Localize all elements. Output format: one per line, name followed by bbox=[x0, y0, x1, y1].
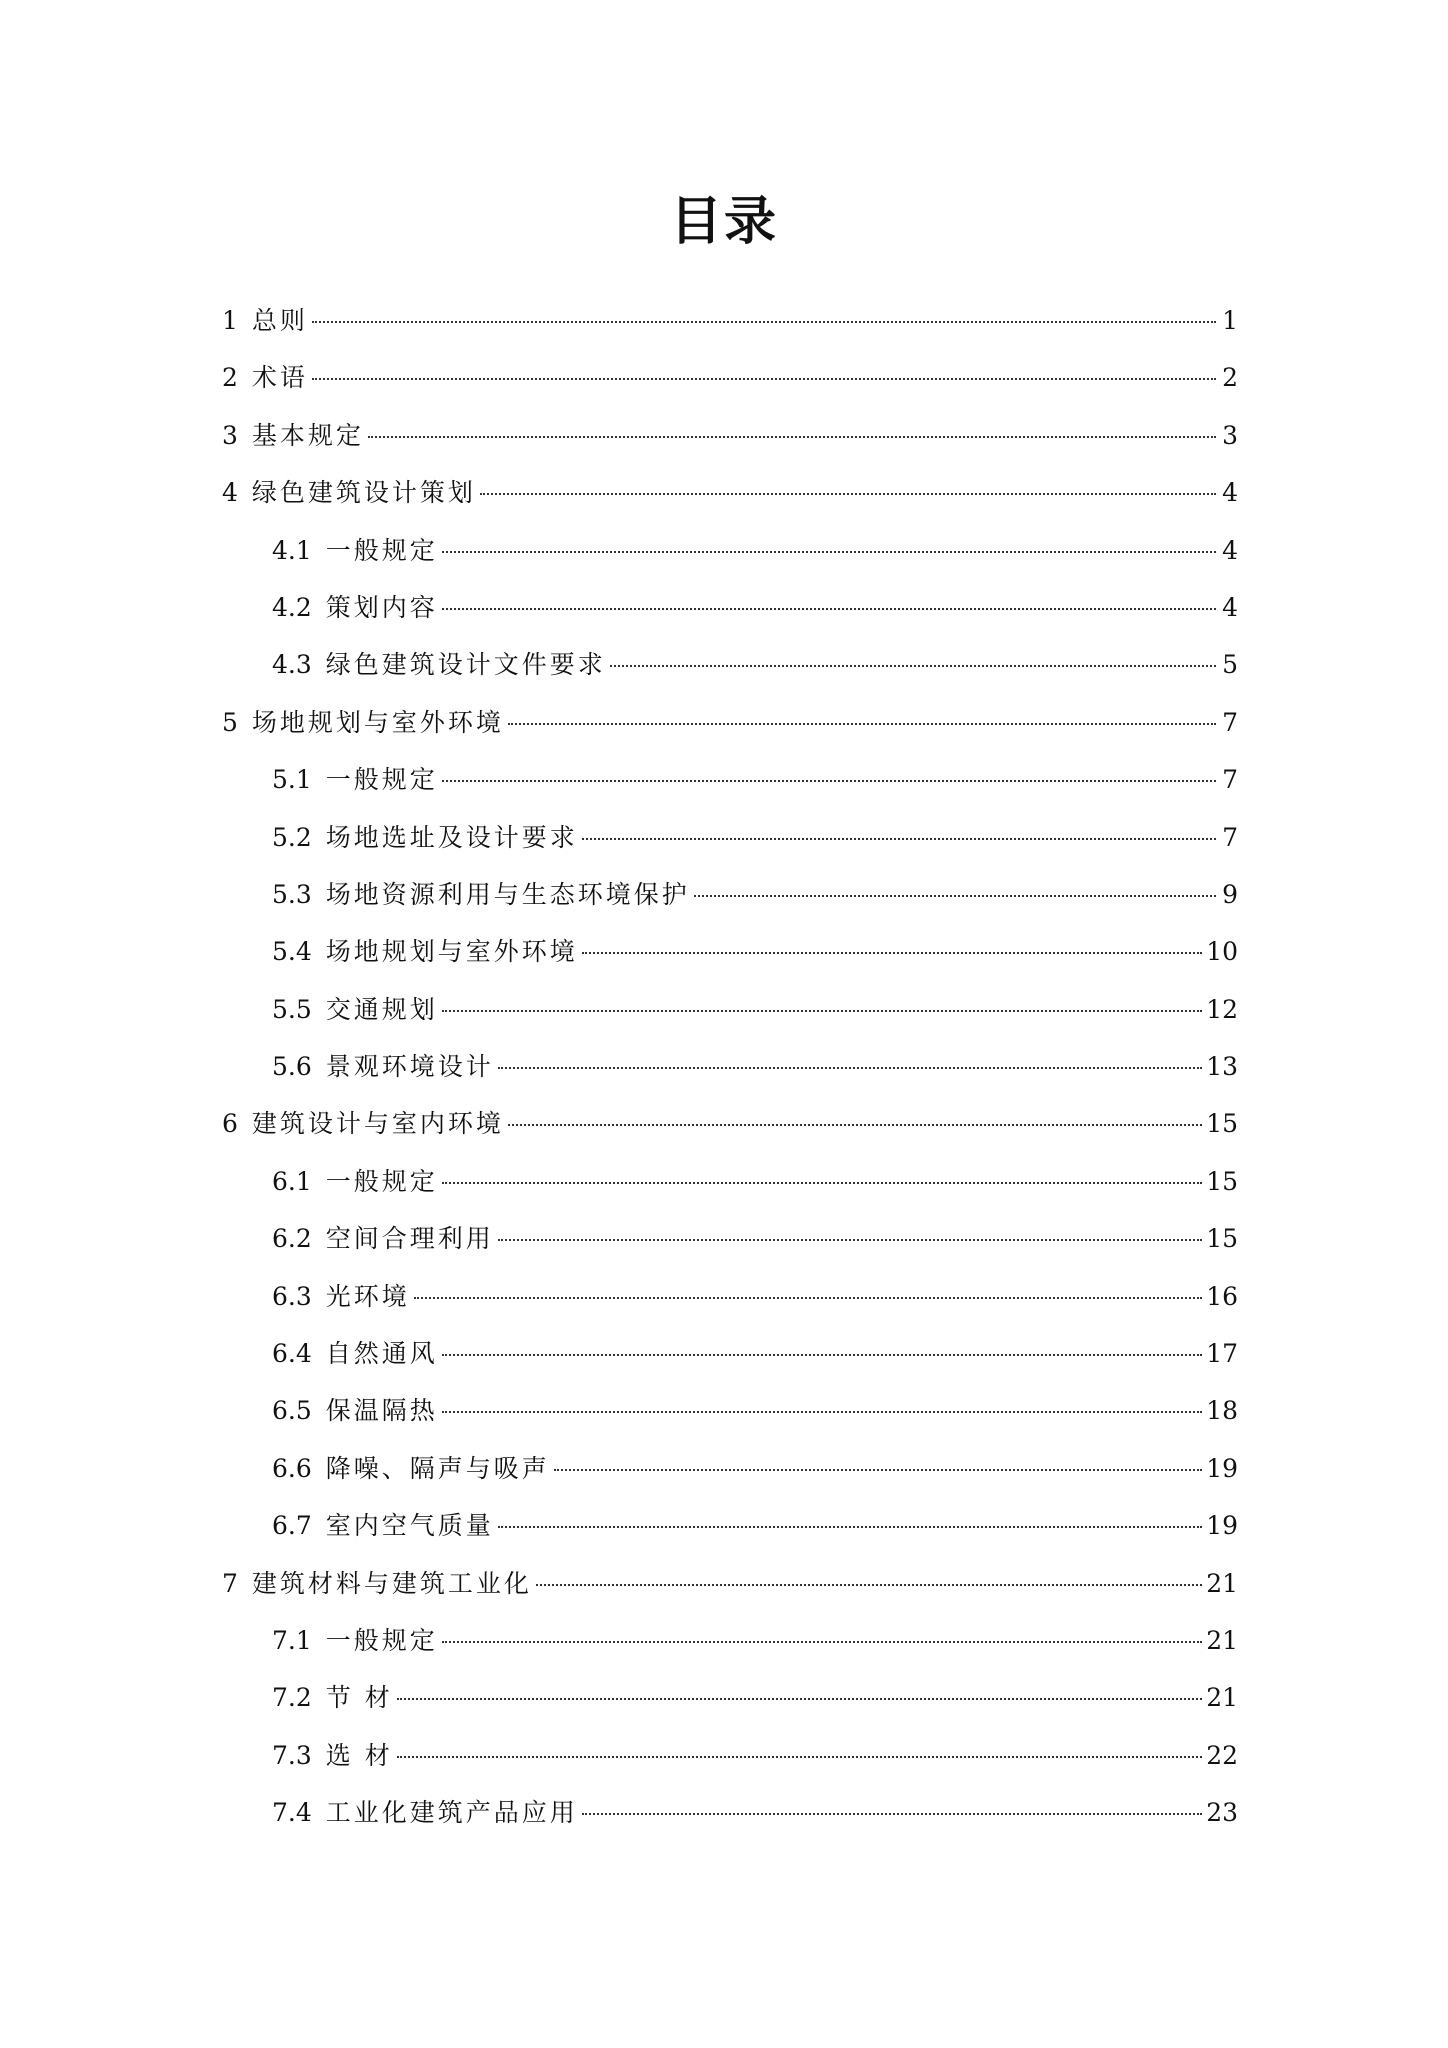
toc-dot-leader bbox=[498, 1239, 1202, 1241]
toc-entry-number: 5.2 bbox=[272, 822, 312, 852]
toc-entry-number: 4.1 bbox=[272, 535, 312, 565]
toc-dot-leader bbox=[368, 436, 1216, 438]
toc-entry-number: 7.3 bbox=[272, 1740, 312, 1770]
toc-entry-label: 策划内容 bbox=[325, 592, 438, 622]
toc-entry[interactable] bbox=[222, 1210, 1238, 1267]
toc-entry-label: 总则 bbox=[251, 306, 308, 335]
page-title: 目录 bbox=[669, 192, 778, 252]
toc-entry[interactable] bbox=[222, 751, 1238, 808]
toc-entry-number: 2 bbox=[222, 363, 238, 393]
toc-entry-page-number: 7 bbox=[1222, 707, 1238, 737]
toc-dot-leader bbox=[582, 952, 1202, 954]
toc-entry-number: 6.2 bbox=[272, 1224, 312, 1254]
toc-entry-label: 场地资源利用与生态环境保护 bbox=[325, 879, 690, 909]
toc-entry-page-number: 4 bbox=[1222, 592, 1238, 622]
toc-entry[interactable] bbox=[222, 292, 1238, 349]
toc-entry-label: 保温隔热 bbox=[325, 1396, 438, 1426]
toc-entry-page-number: 13 bbox=[1206, 1052, 1238, 1082]
toc-entry-number: 6 bbox=[222, 1109, 238, 1139]
toc-entry-label: 一般规定 bbox=[325, 1166, 438, 1196]
toc-entry-label: 建筑设计与室内环境 bbox=[251, 1109, 504, 1139]
toc-dot-leader bbox=[414, 1297, 1202, 1299]
toc-entry-label: 一般规定 bbox=[325, 535, 438, 565]
toc-entry[interactable] bbox=[222, 1555, 1238, 1612]
toc-entry-page-number: 19 bbox=[1206, 1511, 1238, 1541]
toc-entry-page-number: 7 bbox=[1222, 822, 1238, 852]
toc-entry-label: 节 材 bbox=[325, 1683, 393, 1713]
toc-dot-leader bbox=[442, 608, 1216, 610]
toc-entry-page-number: 23 bbox=[1206, 1798, 1238, 1828]
toc-entry-number: 6.3 bbox=[272, 1281, 312, 1311]
toc-entry-page-number: 7 bbox=[1222, 765, 1238, 795]
toc-dot-leader bbox=[508, 1124, 1202, 1126]
toc-dot-leader bbox=[480, 493, 1216, 495]
toc-dot-leader bbox=[442, 780, 1216, 782]
toc-entry-page-number: 21 bbox=[1206, 1625, 1238, 1655]
toc-dot-leader bbox=[442, 1411, 1202, 1413]
toc-entry[interactable] bbox=[222, 579, 1238, 636]
toc-dot-leader bbox=[442, 1354, 1202, 1356]
toc-entry-number: 7.2 bbox=[272, 1683, 312, 1713]
toc-entry[interactable] bbox=[222, 636, 1238, 693]
toc-dot-leader bbox=[442, 1641, 1202, 1643]
toc-entry-number: 5 bbox=[222, 707, 238, 737]
toc-entry-page-number: 15 bbox=[1206, 1224, 1238, 1254]
toc-entry-number: 5.5 bbox=[272, 994, 312, 1024]
toc-entry-number: 4.2 bbox=[272, 592, 312, 622]
toc-entry-label: 术语 bbox=[251, 363, 308, 393]
toc-entry-page-number: 16 bbox=[1206, 1281, 1238, 1311]
toc-entry-page-number: 15 bbox=[1206, 1166, 1238, 1196]
toc-entry-page-number: 21 bbox=[1206, 1683, 1238, 1713]
toc-entry-label: 降噪、隔声与吸声 bbox=[325, 1453, 550, 1483]
toc-entry[interactable] bbox=[222, 1038, 1238, 1095]
toc-entry[interactable] bbox=[222, 866, 1238, 923]
toc-entry-number: 5.6 bbox=[272, 1052, 312, 1082]
toc-entry-number: 5.1 bbox=[272, 765, 312, 795]
toc-entry[interactable] bbox=[222, 1382, 1238, 1439]
toc-entry-number: 6.7 bbox=[272, 1511, 312, 1541]
toc-entry-number: 4.3 bbox=[272, 650, 312, 680]
toc-entry-label: 场地规划与室外环境 bbox=[251, 707, 504, 737]
toc-entry[interactable] bbox=[222, 923, 1238, 980]
toc-dot-leader bbox=[554, 1469, 1202, 1471]
toc-entry-number: 4 bbox=[222, 478, 238, 508]
toc-dot-leader bbox=[442, 551, 1216, 553]
toc-entry-page-number: 2 bbox=[1222, 363, 1238, 393]
toc-entry-page-number: 17 bbox=[1206, 1339, 1238, 1369]
toc-dot-leader bbox=[442, 1182, 1202, 1184]
toc-dot-leader bbox=[442, 1010, 1202, 1012]
toc-entry-page-number: 4 bbox=[1222, 478, 1238, 508]
toc-dot-leader bbox=[498, 1067, 1202, 1069]
toc-entry-page-number: 10 bbox=[1206, 937, 1238, 967]
toc-entry[interactable] bbox=[222, 1669, 1238, 1726]
toc-entry-label: 自然通风 bbox=[325, 1339, 438, 1369]
toc-entry-number: 5.3 bbox=[272, 879, 312, 909]
toc-entry-label: 建筑材料与建筑工业化 bbox=[251, 1568, 532, 1598]
toc-dot-leader bbox=[508, 723, 1216, 725]
toc-entry-label: 基本规定 bbox=[251, 420, 364, 450]
toc-entry-page-number: 9 bbox=[1222, 879, 1238, 909]
toc-entry[interactable] bbox=[222, 1784, 1238, 1841]
toc-entry-label: 一般规定 bbox=[325, 1625, 438, 1655]
toc-entry[interactable] bbox=[222, 694, 1238, 751]
toc-entry[interactable] bbox=[222, 1268, 1238, 1325]
toc-entry-label: 场地规划与室外环境 bbox=[325, 937, 578, 967]
toc-dot-leader bbox=[312, 321, 1216, 323]
toc-entry-number: 7.4 bbox=[272, 1798, 312, 1828]
toc-entry[interactable] bbox=[222, 1612, 1238, 1669]
toc-entry-number: 6.4 bbox=[272, 1339, 312, 1369]
toc-list bbox=[222, 292, 1238, 1842]
toc-entry-page-number: 12 bbox=[1206, 994, 1238, 1024]
toc-entry[interactable] bbox=[222, 1440, 1238, 1497]
toc-entry[interactable] bbox=[222, 1325, 1238, 1382]
toc-entry-number: 6.5 bbox=[272, 1396, 312, 1426]
toc-entry[interactable] bbox=[222, 1095, 1238, 1152]
toc-entry-label: 绿色建筑设计策划 bbox=[251, 478, 476, 508]
toc-entry[interactable] bbox=[222, 349, 1238, 406]
toc-entry-number: 1 bbox=[222, 306, 238, 335]
toc-entry-label: 场地选址及设计要求 bbox=[325, 822, 578, 852]
toc-entry-page-number: 1 bbox=[1222, 306, 1238, 335]
toc-entry[interactable] bbox=[222, 1153, 1238, 1210]
toc-entry[interactable] bbox=[222, 1727, 1238, 1784]
toc-entry[interactable] bbox=[222, 464, 1238, 521]
toc-entry-page-number: 3 bbox=[1222, 420, 1238, 450]
toc-entry-page-number: 19 bbox=[1206, 1453, 1238, 1483]
toc-entry-label: 景观环境设计 bbox=[325, 1052, 494, 1082]
toc-entry[interactable] bbox=[222, 981, 1238, 1038]
toc-entry-label: 室内空气质量 bbox=[325, 1511, 494, 1541]
toc-entry[interactable] bbox=[222, 522, 1238, 579]
toc-entry-label: 工业化建筑产品应用 bbox=[325, 1798, 578, 1828]
toc-entry-number: 7 bbox=[222, 1568, 238, 1598]
toc-entry-number: 3 bbox=[222, 420, 238, 450]
toc-dot-leader bbox=[610, 665, 1216, 667]
toc-entry-number: 5.4 bbox=[272, 937, 312, 967]
toc-entry-label: 交通规划 bbox=[325, 994, 438, 1024]
toc-entry-number: 7.1 bbox=[272, 1625, 312, 1655]
toc-entry-label: 选 材 bbox=[325, 1740, 393, 1770]
toc-dot-leader bbox=[312, 378, 1216, 380]
toc-entry-page-number: 15 bbox=[1206, 1109, 1238, 1139]
toc-entry-page-number: 22 bbox=[1206, 1740, 1238, 1770]
toc-entry-label: 空间合理利用 bbox=[325, 1224, 494, 1254]
toc-entry-page-number: 4 bbox=[1222, 535, 1238, 565]
toc-entry-page-number: 18 bbox=[1206, 1396, 1238, 1426]
toc-entry-number: 6.1 bbox=[272, 1166, 312, 1196]
toc-entry-number: 6.6 bbox=[272, 1453, 312, 1483]
toc-dot-leader bbox=[582, 838, 1216, 840]
toc-dot-leader bbox=[397, 1756, 1202, 1758]
toc-entry-page-number: 21 bbox=[1206, 1568, 1238, 1598]
toc-entry[interactable] bbox=[222, 809, 1238, 866]
toc-dot-leader bbox=[694, 895, 1216, 897]
toc-dot-leader bbox=[582, 1813, 1202, 1815]
toc-dot-leader bbox=[397, 1698, 1202, 1700]
toc-entry[interactable] bbox=[222, 1497, 1238, 1554]
toc-dot-leader bbox=[498, 1526, 1202, 1528]
toc-dot-leader bbox=[536, 1584, 1202, 1586]
toc-entry-label: 一般规定 bbox=[325, 765, 438, 795]
toc-entry-page-number: 5 bbox=[1222, 650, 1238, 680]
toc-entry-label: 光环境 bbox=[325, 1281, 410, 1311]
toc-entry-label: 绿色建筑设计文件要求 bbox=[325, 650, 606, 680]
toc-entry[interactable] bbox=[222, 407, 1238, 464]
